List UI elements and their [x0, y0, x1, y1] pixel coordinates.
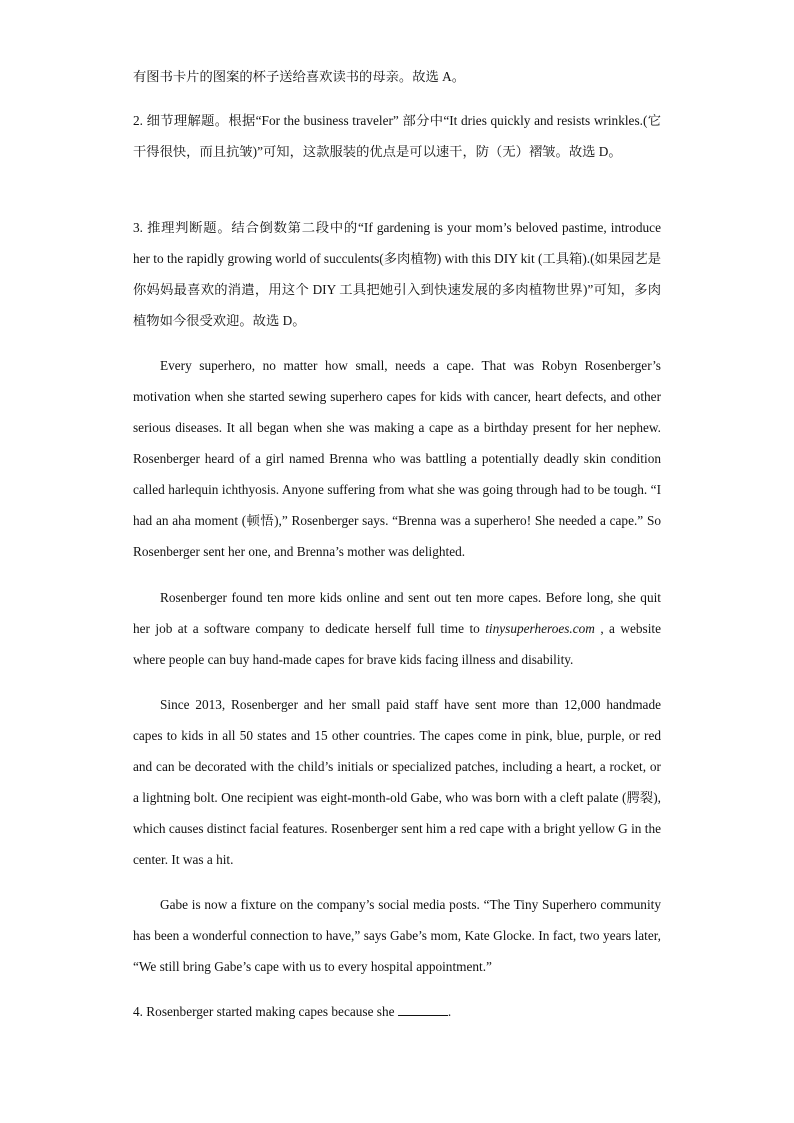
answer-3-explanation: 3. 推理判断题。结合倒数第二段中的“If gardening is your mom’s beloved pastime, introduce her to the rapidly growing world of succulents(多肉植物) with this DIY kit (工具箱).(如果园艺是你妈妈最喜欢的消遣，用这个 DIY 工具把她引入到快速发展的多肉植物世界)”可知，多肉植物如今很受欢迎。故选 D。	[133, 220, 661, 328]
paragraph-2-text-end: , a website where people can buy hand-made capes for brave kids facing illness and disability.	[133, 621, 661, 667]
question-4-stem: 4. Rosenberger started making capes because she	[133, 1004, 395, 1019]
passage-paragraph-3: Since 2013, Rosenberger and her small paid staff have sent more than 12,000 handmade capes to kids in all 50 states and 15 other countries. The capes come in pink, blue, purple, or red and can be decorated with the child’s initials or specialized patches, including a heart, a rocket, or a lightning bolt. One recipient was eight-month-old Gabe, who was born with a cleft palate (腭裂), which causes distinct facial features. Rosenberger sent him a red cape with a bright yellow G in the center. It was a hit.	[133, 697, 661, 867]
question-4-period: .	[447, 1004, 452, 1019]
answer-2-explanation: 2. 细节理解题。根据“For the business traveler” 部分中“It dries quickly and resists wrinkles.(它干得很快，而且抗皱)”可知，这款服装的优点是可以速干，防（无）褶皱。故选 D。	[133, 113, 661, 159]
website-name: tinysuperheroes.com	[485, 621, 595, 636]
answer-blank	[398, 1003, 448, 1016]
passage-paragraph-2	[133, 582, 661, 675]
answer-1-tail: 有图书卡片的图案的杯子送给喜欢读书的母亲。故选 A。	[133, 69, 466, 84]
passage-paragraph-4: Gabe is now a fixture on the company’s social media posts. “The Tiny Superhero community has been a wonderful connection to have,” says Gabe’s mom, Kate Glocke. In fact, two years later, “We still bring Gabe’s cape with us to every hospital appointment.”	[133, 897, 661, 974]
question-4	[133, 996, 661, 1027]
passage-paragraph-1: Every superhero, no matter how small, needs a cape. That was Robyn Rosenberger’s motivation when she started sewing superhero capes for kids with cancer, heart defects, and other serious diseases. It all began when she was making a cape as a birthday present for her nephew. Rosenberger heard of a girl named Brenna who was battling a potentially deadly skin condition called harlequin ichthyosis. Anyone suffering from what she was going through had to be tough. “I had an aha moment (顿悟),” Rosenberger says. “Brenna was a superhero! She needed a cape.” So Rosenberger sent her one, and Brenna’s mother was delighted.	[133, 358, 661, 559]
paragraph-2-text-start: Rosenberger found ten more kids online and sent out ten more capes. Before long, she quit her job at a software company to dedicate herself full time to	[133, 590, 661, 636]
